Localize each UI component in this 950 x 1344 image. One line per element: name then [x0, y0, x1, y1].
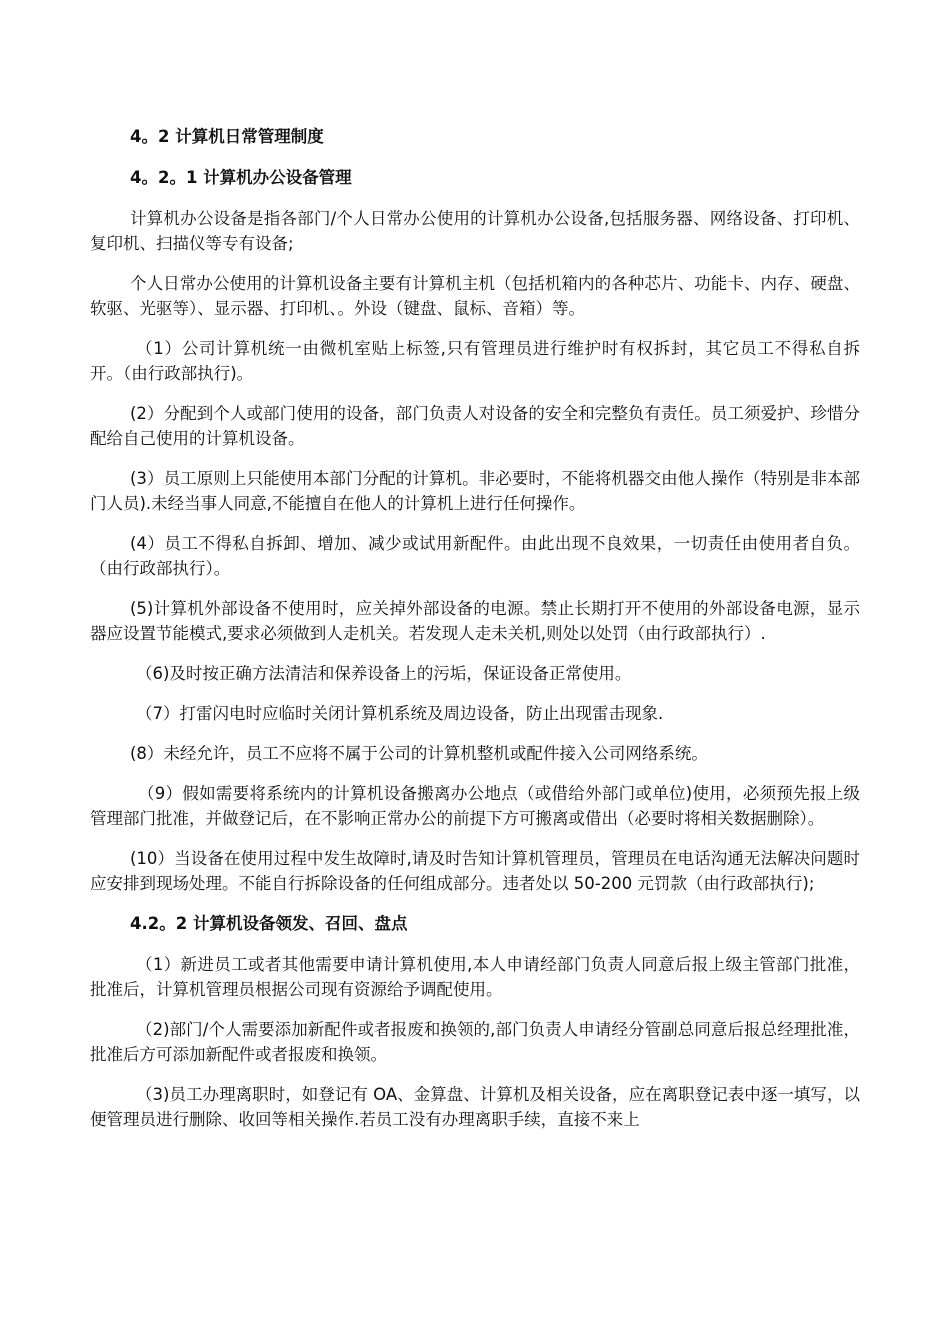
rule-item-6: （6)及时按正确方法清洁和保养设备上的污垢，保证设备正常使用。 — [136, 664, 632, 683]
section-heading-4-2: 4。2 计算机日常管理制度 — [130, 127, 324, 146]
rule-item-7: （7）打雷闪电时应临时关闭计算机系统及周边设备，防止出现雷击现象. — [136, 704, 664, 723]
document-body — [90, 124, 860, 1147]
section-heading-4-2-1: 4。2。1 计算机办公设备管理 — [130, 168, 352, 187]
paragraph-personal-equipment: 个人日常办公使用的计算机设备主要有计算机主机（包括机箱内的各种芯片、功能卡、内存、硬盘、软驱、光驱等）、显示器、打印机、。外设（键盘、鼠标、音箱）等。 — [90, 274, 860, 318]
distribution-item-3: （3)员工办理离职时，如登记有 OA、金算盘、计算机及相关设备，应在离职登记表中逐一填写，以便管理员进行删除、收回等相关操作.若员工没有办理离职手续，直接不来上 — [90, 1085, 860, 1129]
rule-item-9: （9）假如需要将系统内的计算机设备搬离办公地点（或借给外部门或单位)使用，必须预先报上级管理部门批准，并做登记后，在不影响正常办公的前提下方可搬离或借出（必要时将相关数据删除）。 — [90, 784, 860, 828]
distribution-item-1: （1）新进员工或者其他需要申请计算机使用,本人申请经部门负责人同意后报上级主管部门批准，批准后，计算机管理员根据公司现有资源给予调配使用。 — [90, 955, 860, 999]
rule-item-2: (2）分配到个人或部门使用的设备，部门负责人对设备的安全和完整负有责任。员工须爱护、珍惜分配给自己使用的计算机设备。 — [90, 404, 860, 448]
rule-item-8: (8）未经允许，员工不应将不属于公司的计算机整机或配件接入公司网络系统。 — [130, 744, 708, 763]
rule-item-3: (3）员工原则上只能使用本部门分配的计算机。非必要时，不能将机器交由他人操作（特别是非本部门人员).未经当事人同意,不能擅自在他人的计算机上进行任何操作。 — [90, 469, 860, 513]
rule-item-5: (5)计算机外部设备不使用时，应关掉外部设备的电源。禁止长期打开不使用的外部设备电源，显示器应设置节能模式,要求必须做到人走机关。若发现人走未关机,则处以处罚（由行政部执行）. — [90, 599, 860, 643]
rule-item-10: (10）当设备在使用过程中发生故障时,请及时告知计算机管理员，管理员在电话沟通无法解决问题时应安排到现场处理。不能自行拆除设备的任何组成部分。违者处以 50-200 元罚款（由行政部执行); — [90, 849, 860, 893]
paragraph-office-equipment-definition: 计算机办公设备是指各部门/个人日常办公使用的计算机办公设备,包括服务器、网络设备、打印机、复印机、扫描仪等专有设备; — [90, 209, 860, 253]
rule-item-4: (4）员工不得私自拆卸、增加、减少或试用新配件。由此出现不良效果，一切责任由使用者自负。（由行政部执行）。 — [90, 534, 860, 578]
rule-item-1: （1）公司计算机统一由微机室贴上标签,只有管理员进行维护时有权拆封，其它员工不得私自拆开。（由行政部执行)。 — [90, 339, 860, 383]
section-heading-4-2-2: 4.2。2 计算机设备领发、召回、盘点 — [130, 914, 408, 933]
distribution-item-2: （2)部门/个人需要添加新配件或者报废和换领的,部门负责人申请经分管副总同意后报总经理批准，批准后方可添加新配件或者报废和换领。 — [90, 1020, 860, 1064]
